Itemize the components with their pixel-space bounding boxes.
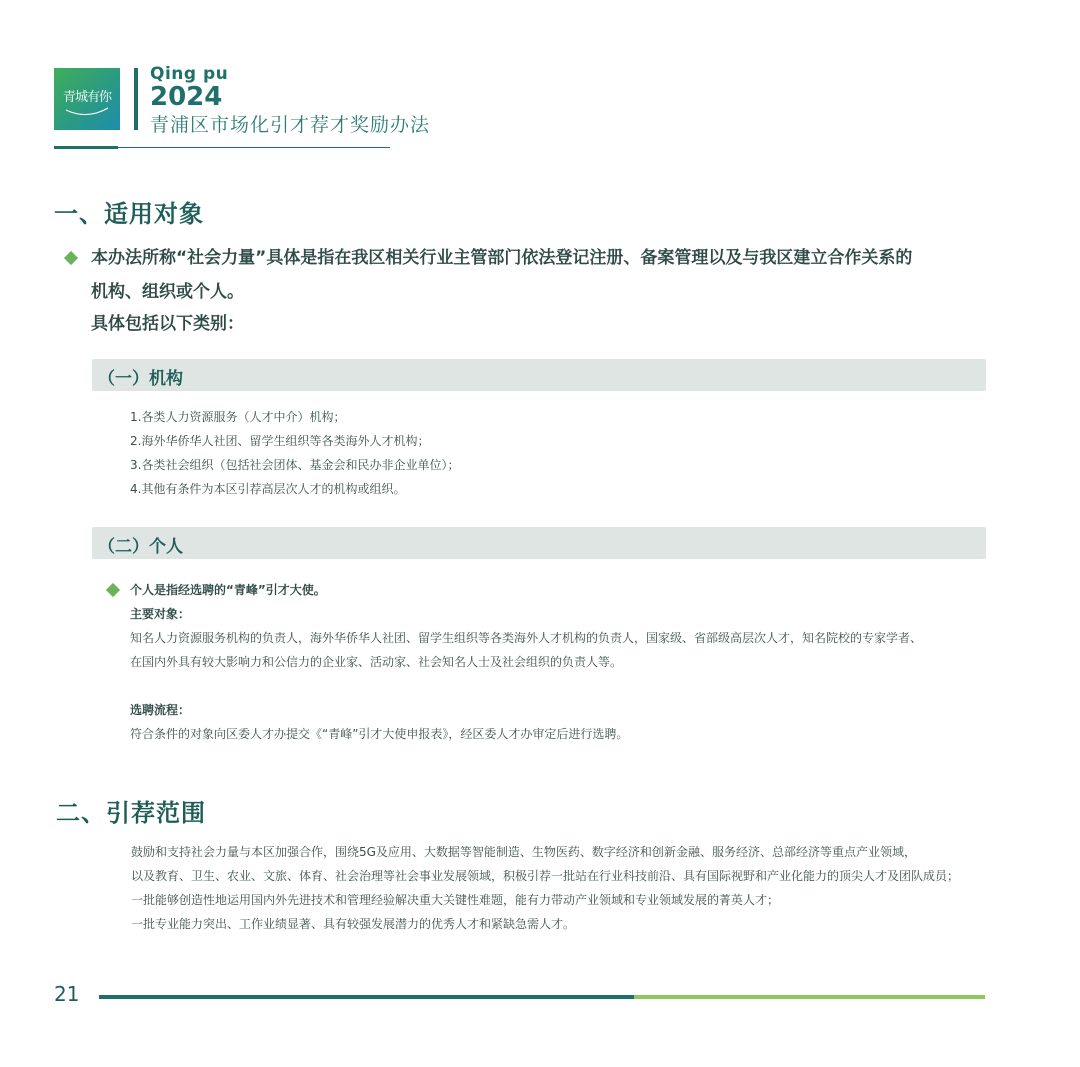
logo-text: 青城有你 [62, 90, 111, 105]
main-target-line-2: 在国内外具有较大影响力和公信力的企业家、活动家、社会知名人士及社会组织的负责人等。 [130, 655, 623, 669]
brand-english: Qing pu [150, 64, 229, 84]
scope-line: 鼓励和支持社会力量与本区加强合作，围绕5G及应用、大数据等智能制造、生物医药、数字经济和创新金融、服务经济、总部经济等重点产业领域， [131, 845, 916, 859]
individual-definition: 个人是指经选聘的“青峰”引才大使。 [130, 583, 326, 597]
category-label: （一）机构 [98, 369, 183, 389]
list-item: 1.各类人力资源服务（人才中介）机构； [130, 410, 346, 424]
scope-line: 以及教育、卫生、农业、文旅、体育、社会治理等社会事业发展领域，积极引荐一批站在行业科技前沿、具有国际视野和产业化能力的顶尖人才及团队成员； [131, 869, 960, 883]
intro-line-3: 具体包括以下类别： [91, 314, 244, 334]
document-title: 青浦区市场化引才荐才奖励办法 [150, 114, 431, 136]
scope-line: 一批能够创造性地运用国内外先进技术和管理经验解决重大关键性难题，能有力带动产业领域和专业领域发展的菁英人才； [131, 893, 780, 907]
scope-line: 一批专业能力突出、工作业绩显著、具有较强发展潜力的优秀人才和紧缺急需人才。 [131, 917, 576, 931]
list-item: 2.海外华侨华人社团、留学生组织等各类海外人才机构； [130, 434, 430, 448]
footer-bar-light [634, 995, 985, 999]
brand-logo [54, 68, 120, 130]
intro-line-2: 机构、组织或个人。 [91, 282, 244, 302]
scope-paragraph [131, 840, 959, 936]
process-label: 选聘流程： [130, 703, 191, 717]
process-text: 符合条件的对象向区委人才办提交《“青峰”引才大使申报表》，经区委人才办审定后进行选聘。 [130, 727, 629, 741]
main-target-label: 主要对象： [130, 607, 191, 621]
category-bar-individuals [92, 527, 986, 559]
header-underline-accent [54, 146, 118, 149]
diamond-bullet-icon [106, 583, 120, 597]
section-heading-scope: 二、引荐范围 [56, 799, 206, 827]
section-heading-applicable: 一、适用对象 [54, 200, 204, 228]
institution-list [130, 405, 459, 501]
intro-line-1: 本办法所称“社会力量”具体是指在我区相关行业主管部门依法登记注册、备案管理以及与我区建立合作关系的 [91, 248, 913, 268]
header-underline [118, 147, 390, 148]
header-divider [134, 68, 138, 130]
list-item: 3.各类社会组织（包括社会团体、基金会和民办非企业单位）； [130, 458, 460, 472]
category-label: （二）个人 [98, 537, 183, 557]
category-bar-institutions [92, 359, 986, 391]
list-item: 4.其他有条件为本区引荐高层次人才的机构或组织。 [130, 482, 406, 496]
diamond-bullet-icon [64, 251, 78, 265]
brand-year: 2024 [150, 82, 223, 112]
page-number: 21 [54, 982, 80, 1006]
swoosh-icon [64, 106, 110, 118]
footer-bar-dark [99, 995, 634, 999]
main-target-line-1: 知名人力资源服务机构的负责人，海外华侨华人社团、留学生组织等各类海外人才机构的负责人，国家级、省部级高层次人才，知名院校的专家学者、 [130, 631, 923, 645]
